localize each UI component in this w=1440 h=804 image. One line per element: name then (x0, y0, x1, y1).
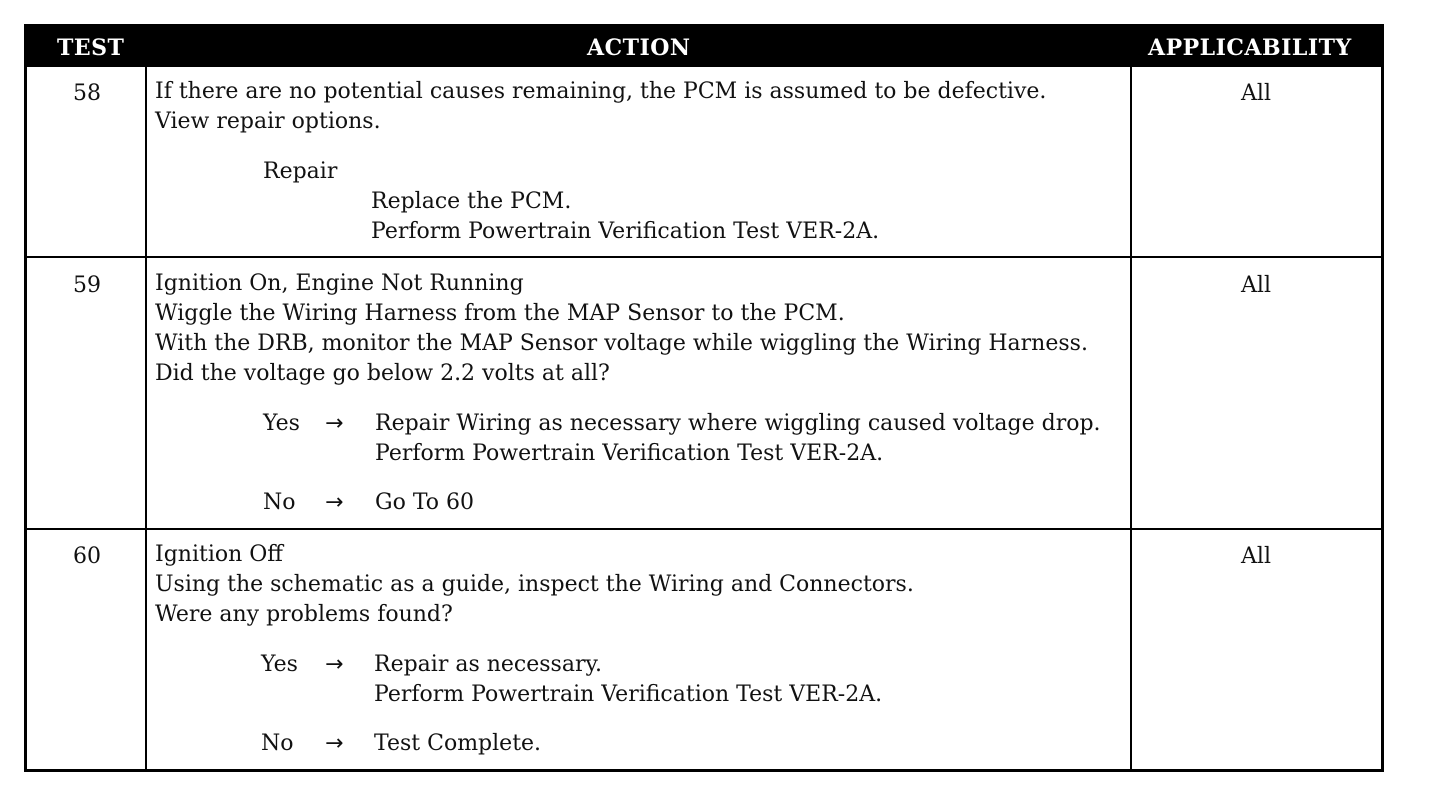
header-action: ACTION (587, 35, 691, 61)
yes-step: Repair Wiring as necessary where wiggling caused voltage drop. (375, 411, 1101, 436)
yes-step: Perform Powertrain Verification Test VER-2A. (374, 682, 883, 707)
action-line: If there are no potential causes remaining, the PCM is assumed to be defective. (155, 79, 1047, 104)
action-line: Did the voltage go below 2.2 volts at all? (155, 361, 610, 386)
header-test: TEST (57, 35, 125, 61)
table-header (27, 27, 1381, 67)
no-step: Test Complete. (374, 731, 542, 756)
applicability-value: All (1241, 544, 1271, 569)
header-applicability: APPLICABILITY (1148, 35, 1352, 61)
arrow-right-icon: → (325, 490, 344, 515)
action-line: Wiggle the Wiring Harness from the MAP Sensor to the PCM. (155, 301, 845, 326)
arrow-right-icon: → (325, 731, 344, 756)
applicability-value: All (1241, 273, 1271, 298)
arrow-right-icon: → (325, 652, 344, 677)
test-number: 58 (73, 81, 101, 106)
action-line: Ignition Off (155, 542, 283, 567)
yes-step: Repair as necessary. (374, 652, 602, 677)
no-label: No (261, 731, 294, 756)
test-number: 59 (73, 273, 101, 298)
yes-label: Yes (263, 411, 300, 436)
test-number: 60 (73, 544, 101, 569)
column-divider-test (145, 67, 147, 769)
column-divider-applicability (1130, 67, 1132, 769)
repair-step: Perform Powertrain Verification Test VER-2A. (371, 219, 880, 244)
action-line: With the DRB, monitor the MAP Sensor voltage while wiggling the Wiring Harness. (155, 331, 1088, 356)
diagnostic-test-table (24, 24, 1384, 772)
row-divider-1 (27, 256, 1381, 258)
action-line: Using the schematic as a guide, inspect the Wiring and Connectors. (155, 572, 914, 597)
arrow-right-icon: → (325, 411, 344, 436)
row-divider-2 (27, 528, 1381, 530)
action-line: View repair options. (155, 109, 381, 134)
yes-step: Perform Powertrain Verification Test VER-2A. (375, 441, 884, 466)
no-step: Go To 60 (375, 490, 475, 515)
no-label: No (263, 490, 296, 515)
action-line: Ignition On, Engine Not Running (155, 271, 524, 296)
repair-label: Repair (263, 159, 338, 184)
yes-label: Yes (261, 652, 298, 677)
repair-step: Replace the PCM. (371, 189, 572, 214)
action-line: Were any problems found? (155, 602, 453, 627)
applicability-value: All (1241, 81, 1271, 106)
